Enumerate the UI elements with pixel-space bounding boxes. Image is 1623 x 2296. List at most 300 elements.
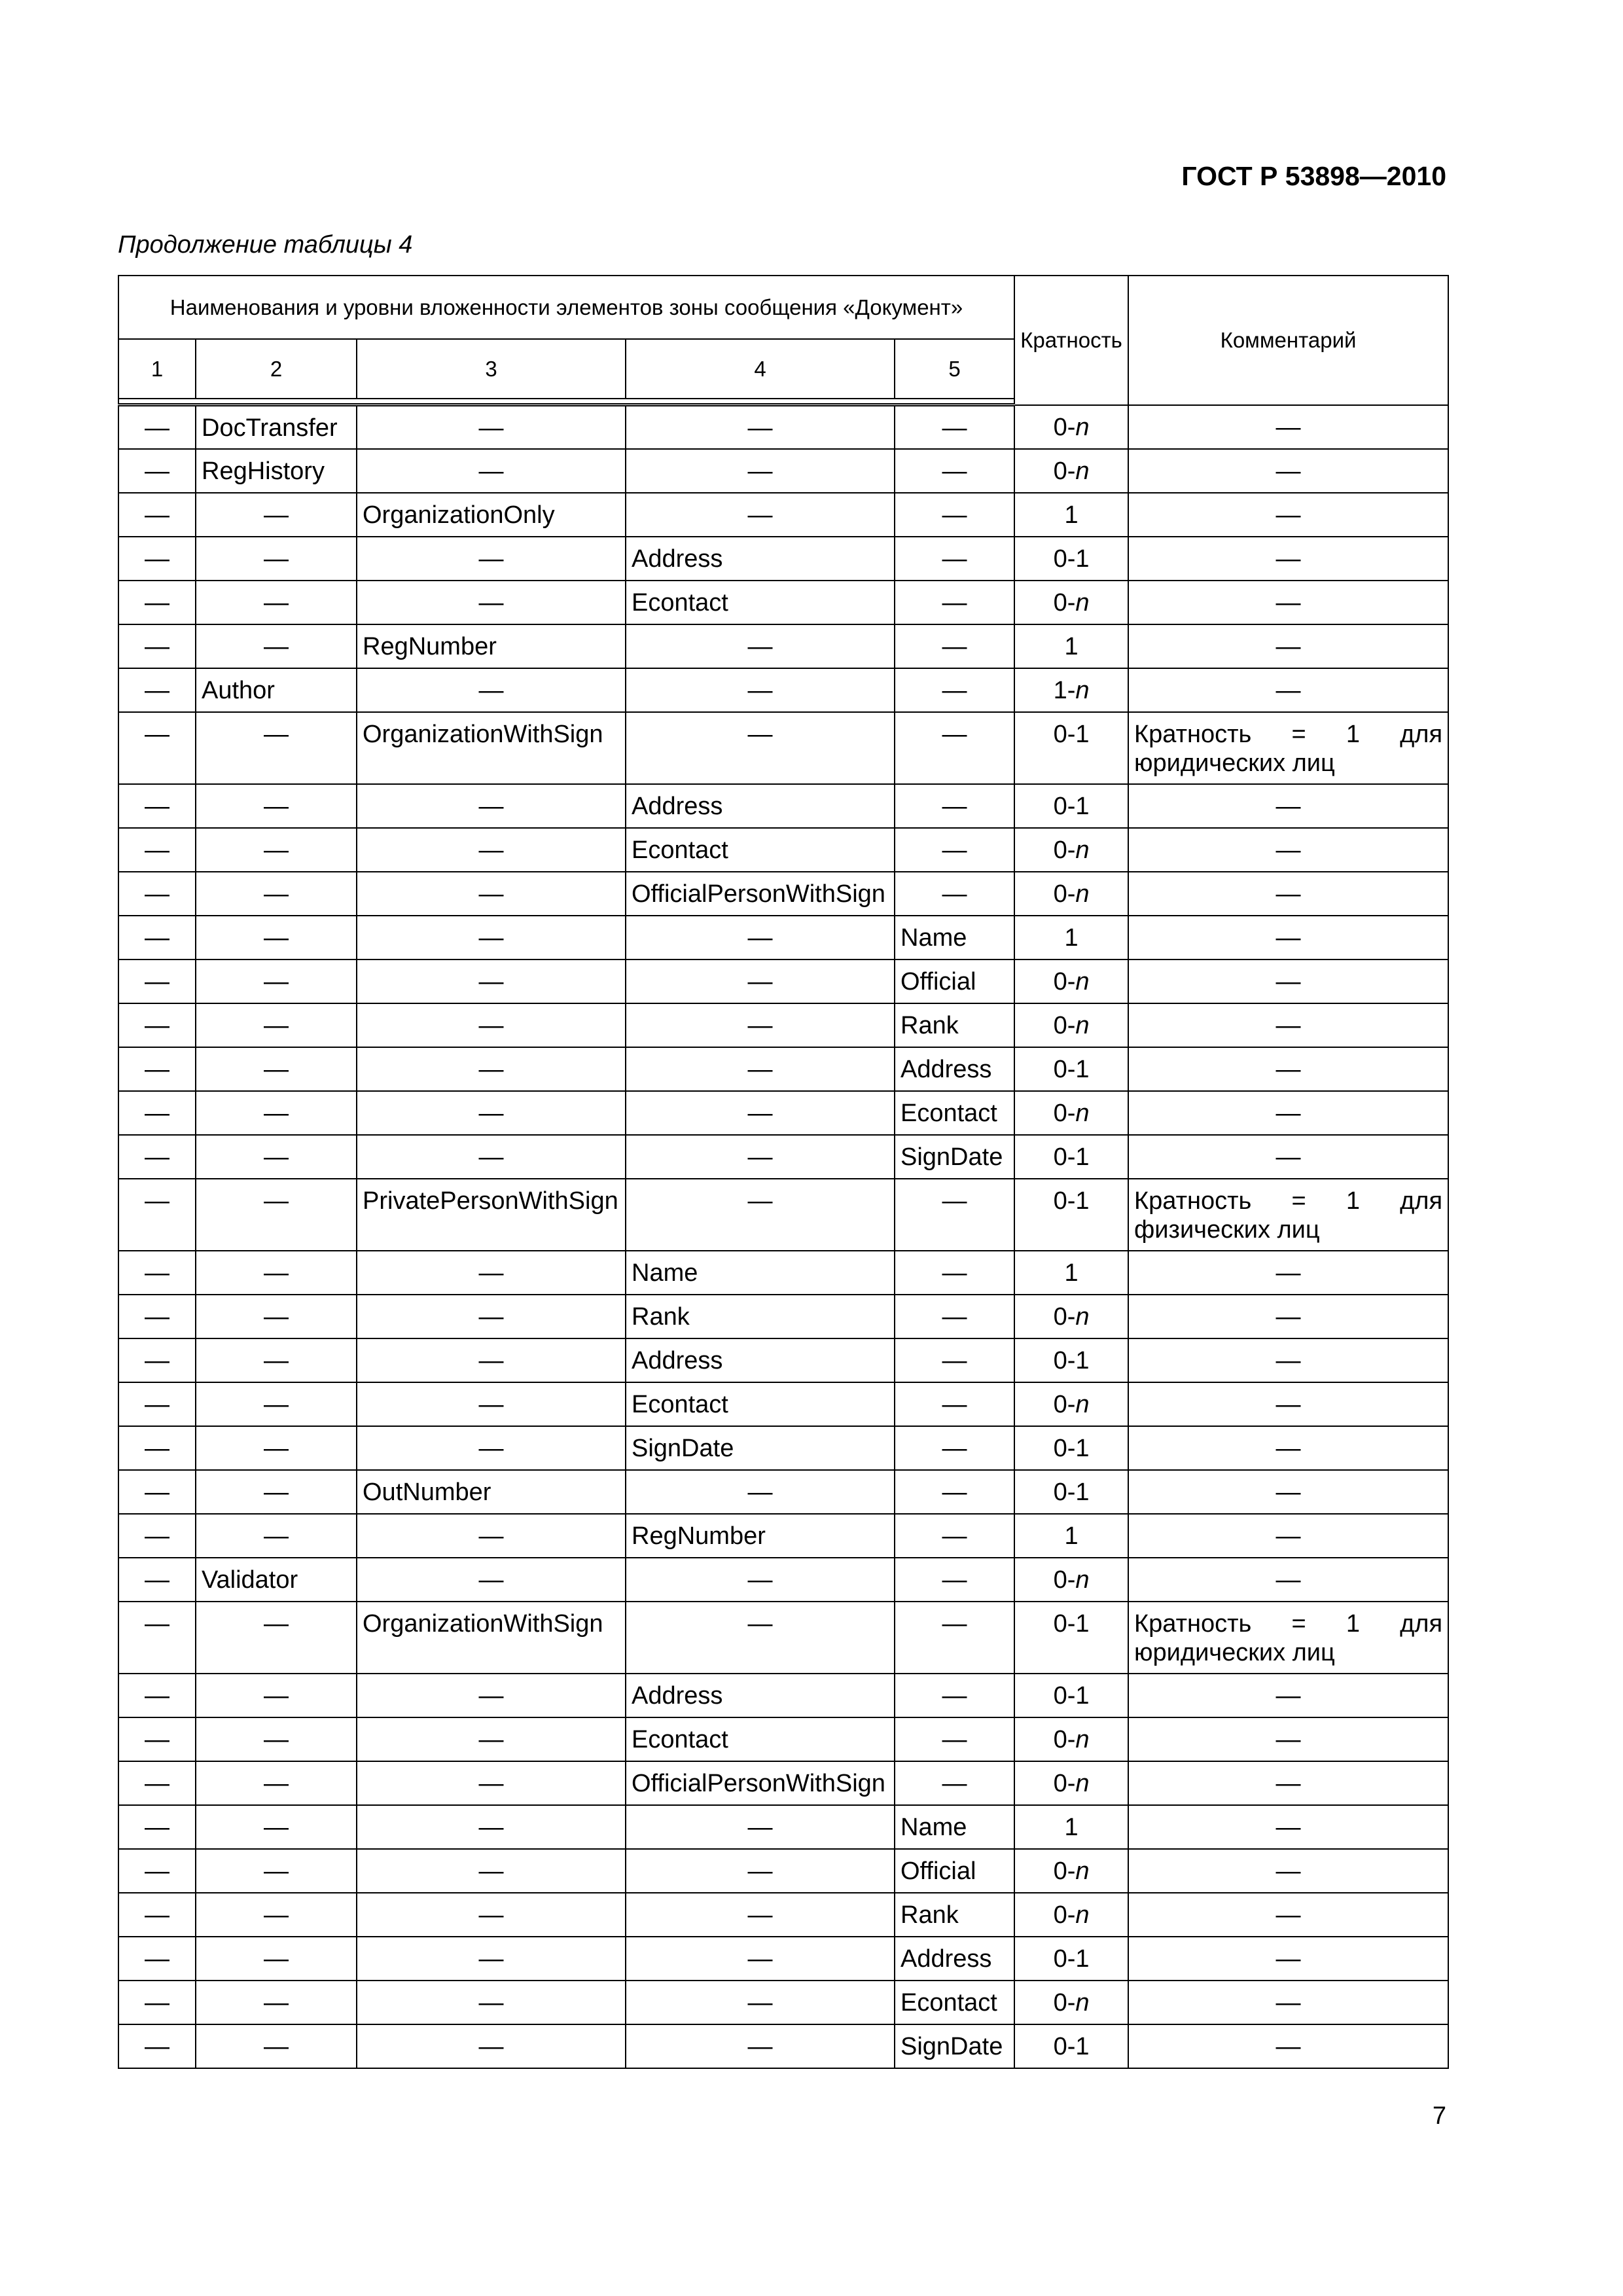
level-3-cell: PrivatePersonWithSign [357,1179,626,1251]
comment-cell: — [1128,1135,1448,1179]
comment-cell: — [1128,1251,1448,1295]
comment-cell: — [1128,828,1448,872]
multiplicity-variable: n [1075,457,1090,485]
multiplicity-variable: n [1075,880,1090,908]
table-row [118,1717,1448,1761]
comment-cell: — [1128,1717,1448,1761]
level-3-cell: OrganizationWithSign [357,712,626,784]
level-4-cell: Address [626,784,895,828]
level-4-cell: — [626,1091,895,1135]
comment-cell: — [1128,581,1448,624]
level-3-cell: — [357,1981,626,2024]
level-4-cell: Econtact [626,581,895,624]
level-1-cell: — [118,581,196,624]
level-1-cell: — [118,1805,196,1849]
level-5-cell: — [895,1674,1014,1717]
table-row [118,1251,1448,1295]
multiplicity-value: 0- [1053,1302,1076,1331]
level-1-cell: — [118,1470,196,1514]
table-row [118,405,1448,449]
multiplicity-cell [1014,1135,1128,1179]
table-row [118,537,1448,581]
comment-cell: — [1128,1382,1448,1426]
level-4-cell: — [626,712,895,784]
multiplicity-value: 0- [1053,1011,1076,1039]
level-5-cell: — [895,624,1014,668]
level-2-cell: RegHistory [196,449,357,493]
level-5-cell: Official [895,960,1014,1003]
level-number-3: 3 [357,339,626,399]
multiplicity-cell [1014,1382,1128,1426]
table-row [118,1426,1448,1470]
level-3-cell: — [357,1674,626,1717]
level-5-cell: — [895,537,1014,581]
multiplicity-cell [1014,960,1128,1003]
level-4-cell: Name [626,1251,895,1295]
comment-cell: — [1128,960,1448,1003]
multiplicity-value: 0-1 [1053,1434,1090,1462]
multiplicity-value: 0-1 [1053,1609,1090,1638]
level-2-cell: — [196,493,357,537]
multiplicity-value: 0-1 [1053,1681,1090,1710]
level-5-cell: — [895,1338,1014,1382]
comment-cell: — [1128,1805,1448,1849]
level-5-cell: SignDate [895,2024,1014,2068]
level-4-cell: Address [626,1674,895,1717]
level-2-cell: — [196,1805,357,1849]
comment-cell: — [1128,1761,1448,1805]
level-5-cell: — [895,1179,1014,1251]
level-3-cell: — [357,1003,626,1047]
table-row [118,1179,1448,1251]
level-1-cell: — [118,1674,196,1717]
multiplicity-cell [1014,405,1128,449]
level-4-cell: Rank [626,1295,895,1338]
comment-cell: — [1128,1849,1448,1893]
level-3-cell: — [357,2024,626,2068]
multiplicity-cell [1014,784,1128,828]
table-row [118,2024,1448,2068]
level-1-cell: — [118,1514,196,1558]
multiplicity-value: 0-1 [1053,1143,1090,1171]
level-5-cell: — [895,828,1014,872]
comment-cell: — [1128,1893,1448,1937]
multiplicity-value: 0- [1053,836,1076,864]
comment-cell: — [1128,1470,1448,1514]
level-1-cell: — [118,828,196,872]
level-3-cell: — [357,1937,626,1981]
multiplicity-cell [1014,581,1128,624]
table-row [118,712,1448,784]
level-5-cell: — [895,872,1014,916]
comment-cell: — [1128,668,1448,712]
level-2-cell: — [196,1426,357,1470]
table-row [118,916,1448,960]
level-2-cell: Validator [196,1558,357,1602]
header-separator [118,399,1014,405]
level-2-cell: — [196,2024,357,2068]
multiplicity-variable: n [1075,676,1090,704]
level-3-cell: — [357,581,626,624]
multiplicity-cell [1014,1047,1128,1091]
level-5-cell: — [895,1558,1014,1602]
level-3-cell: — [357,784,626,828]
level-4-cell: Econtact [626,828,895,872]
level-2-cell: — [196,1135,357,1179]
level-4-cell: — [626,1849,895,1893]
multiplicity-variable: n [1075,1099,1090,1127]
level-4-cell: — [626,1179,895,1251]
level-1-cell: — [118,2024,196,2068]
multiplicity-value: 0- [1053,880,1076,908]
level-3-cell: — [357,960,626,1003]
level-1-cell: — [118,712,196,784]
level-4-cell: — [626,624,895,668]
table-row [118,1981,1448,2024]
level-2-cell: — [196,624,357,668]
multiplicity-cell [1014,2024,1128,2068]
level-1-cell: — [118,1295,196,1338]
multiplicity-cell [1014,1849,1128,1893]
level-3-cell: — [357,1426,626,1470]
multiplicity-cell [1014,1338,1128,1382]
level-2-cell: — [196,1338,357,1382]
level-5-cell: — [895,1514,1014,1558]
level-4-cell: — [626,960,895,1003]
level-4-cell: — [626,668,895,712]
level-4-cell: — [626,1981,895,2024]
level-1-cell: — [118,493,196,537]
level-4-cell: — [626,405,895,449]
multiplicity-value: 0-1 [1053,1945,1090,1973]
level-1-cell: — [118,1981,196,2024]
multiplicity-value: 0- [1053,413,1076,441]
table-row [118,1805,1448,1849]
comment-cell: — [1128,1003,1448,1047]
level-3-cell: OrganizationWithSign [357,1602,626,1674]
multiplicity-value: 0-1 [1053,1055,1090,1083]
table-row [118,581,1448,624]
level-4-cell: — [626,916,895,960]
level-2-cell: — [196,1981,357,2024]
multiplicity-cell [1014,449,1128,493]
level-5-cell: — [895,1251,1014,1295]
level-3-cell: — [357,537,626,581]
comment-cell: — [1128,1426,1448,1470]
level-5-cell: Econtact [895,1091,1014,1135]
level-5-cell: Address [895,1047,1014,1091]
multiplicity-cell [1014,1091,1128,1135]
table-row [118,1674,1448,1717]
level-1-cell: — [118,668,196,712]
comment-cell: — [1128,1091,1448,1135]
table-row [118,449,1448,493]
comment-cell: — [1128,405,1448,449]
level-2-cell: — [196,1761,357,1805]
level-1-cell: — [118,1849,196,1893]
level-3-cell: — [357,668,626,712]
multiplicity-variable: n [1075,1769,1090,1797]
table-row [118,784,1448,828]
multiplicity-value: 1 [1064,501,1079,529]
table-row [118,1338,1448,1382]
level-1-cell: — [118,1558,196,1602]
multiplicity-cell [1014,1893,1128,1937]
level-3-cell: — [357,1047,626,1091]
table-row [118,872,1448,916]
level-3-cell: — [357,1761,626,1805]
level-2-cell: — [196,1602,357,1674]
comment-cell: — [1128,1295,1448,1338]
table-row [118,1937,1448,1981]
level-5-cell: — [895,1470,1014,1514]
table-row [118,493,1448,537]
level-4-cell: RegNumber [626,1514,895,1558]
level-5-cell: SignDate [895,1135,1014,1179]
level-4-cell: SignDate [626,1426,895,1470]
multiplicity-value: 0-1 [1053,545,1090,573]
multiplicity-value: 1 [1064,1813,1079,1841]
comment-cell: — [1128,1514,1448,1558]
multiplicity-variable: n [1075,1901,1090,1929]
level-4-cell: — [626,1558,895,1602]
level-4-cell: Address [626,537,895,581]
level-4-cell: — [626,493,895,537]
multiplicity-variable: n [1075,1988,1090,2017]
level-3-cell: — [357,1558,626,1602]
level-3-cell: — [357,916,626,960]
group-header-cell: Наименования и уровни вложенности элементов зоны сообщения «Документ» [118,276,1014,339]
multiplicity-cell [1014,1805,1128,1849]
level-3-cell: — [357,1295,626,1338]
level-3-cell: — [357,405,626,449]
table-row [118,960,1448,1003]
multiplicity-variable: n [1075,836,1090,864]
comment-cell: — [1128,1981,1448,2024]
level-5-cell: Name [895,916,1014,960]
table-row [118,668,1448,712]
multiplicity-value: 0- [1053,1988,1076,2017]
level-1-cell: — [118,1047,196,1091]
multiplicity-variable: n [1075,1011,1090,1039]
table-row [118,1470,1448,1514]
multiplicity-value: 1 [1064,632,1079,660]
level-5-cell: — [895,1382,1014,1426]
table-row [118,1849,1448,1893]
level-1-cell: — [118,1135,196,1179]
level-3-cell: OrganizationOnly [357,493,626,537]
table-row [118,1761,1448,1805]
level-5-cell: Address [895,1937,1014,1981]
table-row [118,1091,1448,1135]
multiplicity-variable: n [1075,967,1090,996]
level-2-cell: — [196,712,357,784]
level-5-cell: — [895,405,1014,449]
level-2-cell: — [196,1717,357,1761]
level-5-cell: — [895,784,1014,828]
comment-cell: — [1128,449,1448,493]
level-1-cell: — [118,1602,196,1674]
level-5-cell: — [895,1295,1014,1338]
level-2-cell: Author [196,668,357,712]
level-2-cell: — [196,1674,357,1717]
page-number: 7 [1432,2102,1446,2130]
level-5-cell: — [895,449,1014,493]
multiplicity-cell [1014,1981,1128,2024]
multiplicity-cell [1014,1003,1128,1047]
multiplicity-variable: n [1075,1857,1090,1885]
level-3-cell: — [357,872,626,916]
table-row [118,624,1448,668]
multiplicity-cell [1014,1470,1128,1514]
level-1-cell: — [118,449,196,493]
comment-cell: — [1128,493,1448,537]
comment-cell: — [1128,537,1448,581]
level-2-cell: — [196,1514,357,1558]
multiplicity-value: 0-1 [1053,1346,1090,1374]
multiplicity-value: 1 [1064,924,1079,952]
level-number-4: 4 [626,339,895,399]
level-3-cell: — [357,1338,626,1382]
comment-cell: — [1128,1674,1448,1717]
multiplicity-cell [1014,1602,1128,1674]
level-4-cell: — [626,449,895,493]
level-2-cell: — [196,1091,357,1135]
level-1-cell: — [118,1251,196,1295]
multiplicity-cell [1014,872,1128,916]
level-2-cell: — [196,784,357,828]
level-4-cell: — [626,1805,895,1849]
multiplicity-cell [1014,624,1128,668]
level-3-cell: — [357,449,626,493]
level-2-cell: — [196,1937,357,1981]
table-continuation-caption: Продолжение таблицы 4 [118,231,413,259]
comment-cell: — [1128,1047,1448,1091]
level-2-cell: — [196,1470,357,1514]
multiplicity-variable: n [1075,1302,1090,1331]
table-row [118,1382,1448,1426]
table-4 [118,275,1449,2069]
multiplicity-variable: n [1075,413,1090,441]
level-3-cell: — [357,1805,626,1849]
level-2-cell: — [196,537,357,581]
comment-cell: — [1128,916,1448,960]
multiplicity-value: 0-1 [1053,1187,1090,1215]
level-2-cell: — [196,828,357,872]
comment-cell: — [1128,872,1448,916]
comment-cell: — [1128,784,1448,828]
comment-header: Комментарий [1128,276,1448,405]
multiplicity-cell [1014,493,1128,537]
multiplicity-value: 0- [1053,588,1076,617]
table-row [118,1893,1448,1937]
level-3-cell: — [357,1251,626,1295]
table-row [118,1003,1448,1047]
level-1-cell: — [118,1338,196,1382]
level-5-cell: — [895,581,1014,624]
level-4-cell: Econtact [626,1382,895,1426]
level-2-cell: — [196,1179,357,1251]
table-row [118,1514,1448,1558]
level-1-cell: — [118,1937,196,1981]
level-2-cell: — [196,872,357,916]
level-4-cell: Address [626,1338,895,1382]
level-4-cell: — [626,2024,895,2068]
multiplicity-value: 0- [1053,1566,1076,1594]
level-2-cell: — [196,916,357,960]
level-3-cell: — [357,1717,626,1761]
table-row [118,1135,1448,1179]
level-3-cell: RegNumber [357,624,626,668]
level-3-cell: — [357,1382,626,1426]
comment-cell: — [1128,2024,1448,2068]
multiplicity-value: 1 [1064,1259,1079,1287]
level-5-cell: — [895,1717,1014,1761]
level-2-cell: DocTransfer [196,405,357,449]
comment-cell: Кратность = 1 для юридических лиц [1128,712,1448,784]
level-3-cell: — [357,1893,626,1937]
level-2-cell: — [196,1047,357,1091]
multiplicity-cell [1014,1514,1128,1558]
level-1-cell: — [118,784,196,828]
level-4-cell: — [626,1893,895,1937]
multiplicity-variable: n [1075,1566,1090,1594]
comment-cell: Кратность = 1 для юридических лиц [1128,1602,1448,1674]
multiplicity-cell [1014,1937,1128,1981]
multiplicity-variable: n [1075,1725,1090,1753]
level-2-cell: — [196,1295,357,1338]
level-4-cell: — [626,1602,895,1674]
multiplicity-value: 0-1 [1053,1478,1090,1506]
level-5-cell: — [895,1761,1014,1805]
level-5-cell: Official [895,1849,1014,1893]
level-1-cell: — [118,624,196,668]
level-3-cell: — [357,1091,626,1135]
level-3-cell: — [357,1514,626,1558]
comment-cell: — [1128,624,1448,668]
level-4-cell: — [626,1047,895,1091]
level-1-cell: — [118,405,196,449]
level-5-cell: Rank [895,1003,1014,1047]
level-4-cell: OfficialPersonWithSign [626,1761,895,1805]
multiplicity-cell [1014,916,1128,960]
table-row [118,1047,1448,1091]
table-row [118,1602,1448,1674]
multiplicity-variable: n [1075,1390,1090,1418]
comment-cell: — [1128,1937,1448,1981]
multiplicity-value: 0- [1053,457,1076,485]
level-4-cell: — [626,1470,895,1514]
level-2-cell: — [196,581,357,624]
multiplicity-value: 0- [1053,1099,1076,1127]
level-4-cell: — [626,1937,895,1981]
level-5-cell: Rank [895,1893,1014,1937]
comment-cell: Кратность = 1 для физических лиц [1128,1179,1448,1251]
level-2-cell: — [196,1849,357,1893]
multiplicity-header: Кратность [1014,276,1128,405]
level-4-cell: Econtact [626,1717,895,1761]
level-2-cell: — [196,1382,357,1426]
level-5-cell: — [895,1602,1014,1674]
level-1-cell: — [118,1761,196,1805]
level-3-cell: — [357,1849,626,1893]
multiplicity-cell [1014,1558,1128,1602]
comment-cell: — [1128,1558,1448,1602]
multiplicity-cell [1014,1674,1128,1717]
comment-cell: — [1128,1338,1448,1382]
standard-code: ГОСТ Р 53898—2010 [1181,161,1446,191]
level-1-cell: — [118,1179,196,1251]
